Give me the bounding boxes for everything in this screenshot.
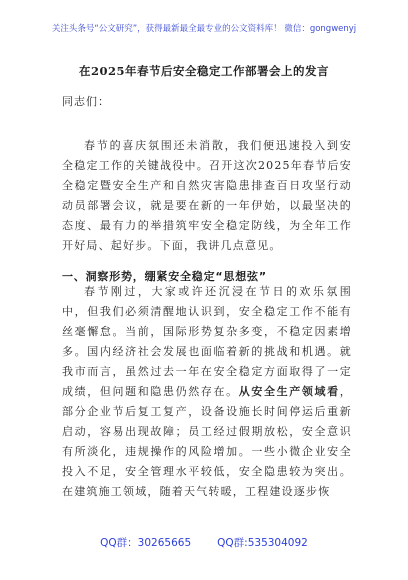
salutation: 同志们： xyxy=(62,95,110,108)
paragraph-1: 春节的喜庆氛围还未消散，我们便迅速投入到安全稳定工作的关键战役中。召开这次2025年春节后安全稳定暨安全生产和自然灾害隐患排查百日攻坚行动动员部署会议，就是要在新的一年伊始，以最坚决的态度、最有力的举措筑牢安全稳定防线，为全年工作开好局、起好步。下面，我讲几点意见。 xyxy=(62,139,352,252)
header-banner: 关注头条号“公文研究”，获得最新最全最专业的公文资料库！ 微信：gongwenyj xyxy=(51,24,357,34)
document-title: 在2025年春节后安全稳定工作部署会上的发言 xyxy=(78,64,329,78)
paragraph-2-text-b: ，部分企业节后复工复产，设备设施长时间停运后重新启动，容易出现故障；员工经过假期放松，安全意识有所淡化，违规操作的风险增加。一些小微企业安全投入不足，安全管理水平较低，安全隐患较为突出。在建筑施工领域，随着天气转暖，工程建设逐步恢 xyxy=(62,385,352,498)
paragraph-2-bold-phrase: 从安全生产领域看 xyxy=(238,385,340,398)
paragraph-2-text-a: 春节刚过，大家或许还沉浸在节日的欢乐氛围中，但我们必须清醒地认识到，安全稳定工作不能有丝毫懈怠。当前，国际形势复杂多变，不稳定因素增多。国内经济社会发展也面临着新的挑战和机遇。就我市而言，虽然过去一年在安全稳定方面取得了一定成绩，但问题和隐患仍然存在。 xyxy=(62,285,352,398)
paragraph-2 xyxy=(62,282,352,502)
footer-qq-group-2: QQ群:535304092 xyxy=(217,537,308,549)
footer-contacts xyxy=(0,535,408,550)
footer-qq-group-1: QQ群：30265665 xyxy=(100,537,192,549)
section-heading-1: 一、洞察形势，绷紧安全稳定“思想弦” xyxy=(62,270,267,283)
